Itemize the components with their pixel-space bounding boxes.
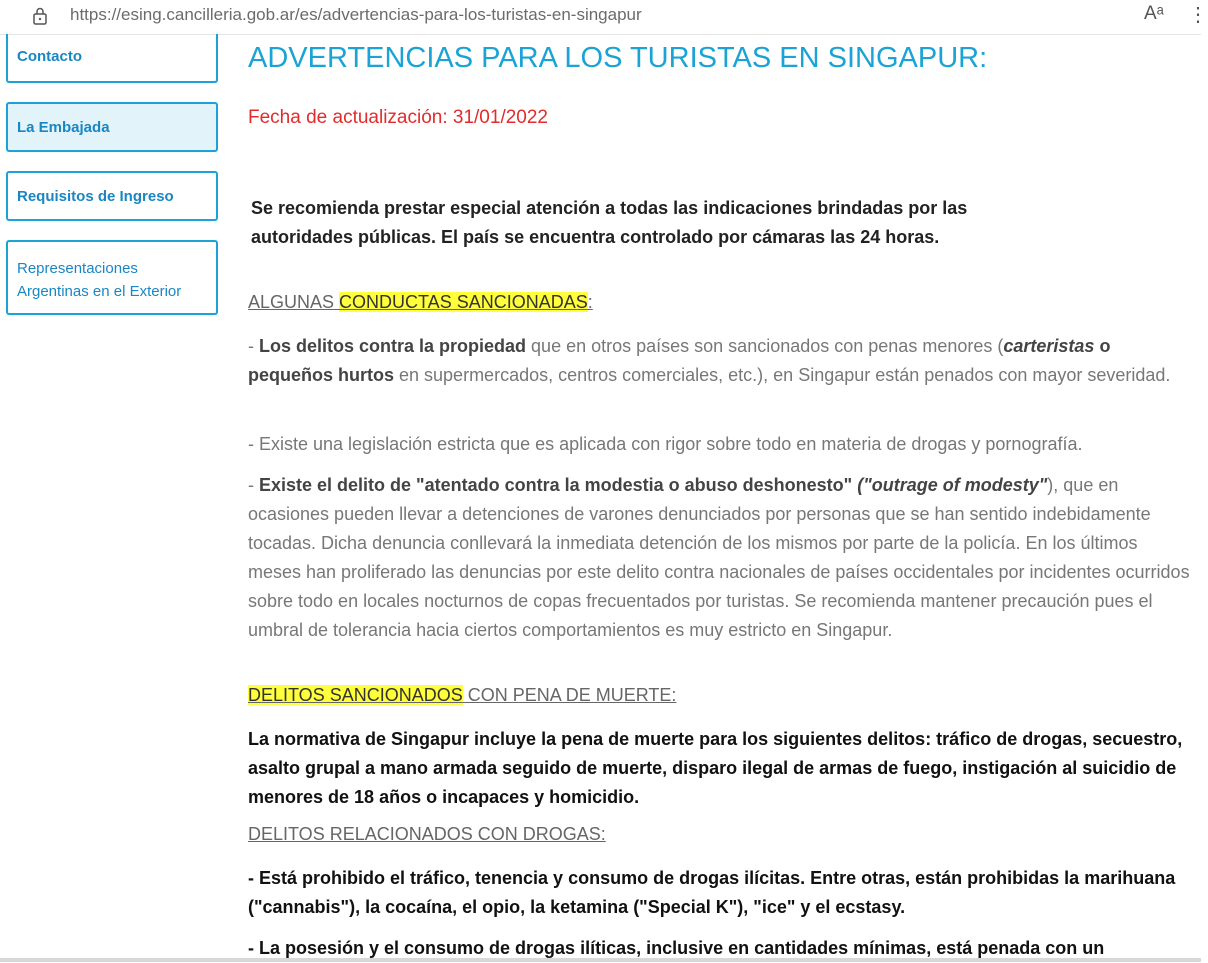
- text: en supermercados, centros comerciales, etc.), en Singapur están penados con mayor severidad.: [394, 365, 1171, 385]
- sidebar-item-label: Contacto: [17, 48, 82, 65]
- bold-text: Existe el delito de "atentado contra la modestia o abuso deshonesto": [259, 475, 853, 495]
- text: ), que en ocasiones pueden llevar a detenciones de varones denunciados por personas que se han sentido indebidamente tocadas. Dicha denuncia conllevará la inmediata detención de los mismos por parte de la policía. En los últimos meses han proliferado las denuncias por este delito contra nacionales de países occidentales por incidentes ocurridos sobre todo en locales nocturnos de copas frecuentados por turistas. Se recomienda mantener precaución pues el umbral de tolerancia hacia ciertos comportamientos es muy estricto en Singapur.: [248, 475, 1190, 640]
- heading-prefix: ALGUNAS: [248, 292, 340, 312]
- italic-text: ("outrage of modesty": [852, 475, 1048, 495]
- lock-icon[interactable]: [30, 6, 50, 26]
- update-date: Fecha de actualización: 31/01/2022: [248, 107, 548, 128]
- paragraph-drogas-posesion: - La posesión y el consumo de drogas ilíticas, inclusive en cantidades mínimas, está penada con un: [248, 938, 1105, 958]
- page-title: ADVERTENCIAS PARA LOS TURISTAS EN SINGAPUR:: [248, 42, 988, 74]
- bold-text: o pequeños hurtos: [248, 336, 1111, 385]
- heading-suffix: CON PENA DE MUERTE:: [462, 685, 677, 705]
- sidebar-item-requisitos-de-ingreso[interactable]: [6, 171, 218, 221]
- paragraph-pena-de-muerte: La normativa de Singapur incluye la pena de muerte para los siguientes delitos: tráfico de drogas, secuestro, asalto grupal a mano armada seguido de muerte, disparo ilegal de armas de fuego, instigación al suicidio de menores de 18 años o incapaces y homicidio.: [248, 729, 1183, 807]
- paragraph-propiedad: [248, 332, 1193, 390]
- paragraph-modestia: [248, 471, 1193, 645]
- heading-highlight: DELITOS SANCIONADOS: [248, 685, 463, 705]
- browser-address-bar[interactable]: [0, 0, 1208, 35]
- heading-suffix: :: [587, 292, 593, 312]
- section-heading-drogas: DELITOS RELACIONADOS CON DROGAS:: [248, 824, 606, 844]
- text: que en otros países son sancionados con penas menores (: [526, 336, 1004, 356]
- paragraph-legislacion: - Existe una legislación estricta que es aplicada con rigor sobre todo en materia de drogas y pornografía.: [248, 434, 1083, 454]
- page-bottom-edge: [0, 958, 1201, 962]
- url-text[interactable]: https://esing.cancilleria.gob.ar/es/advertencias-para-los-turistas-en-singapur: [70, 5, 642, 24]
- bold-text: Los delitos contra la propiedad: [259, 336, 527, 356]
- section-heading-pena-de-muerte: [248, 685, 676, 706]
- sidebar-item-la-embajada[interactable]: [6, 102, 218, 152]
- read-aloud-icon[interactable]: Aᵃ: [1144, 3, 1164, 24]
- sidebar-item-contacto[interactable]: [6, 34, 218, 83]
- browser-menu-icon[interactable]: ⋮: [1188, 4, 1208, 26]
- sidebar-item-label: La Embajada: [17, 119, 110, 136]
- text-dash: -: [248, 336, 259, 356]
- section-heading-conductas: [248, 292, 593, 313]
- paragraph-drogas-prohibidas: - Está prohibido el tráfico, tenencia y consumo de drogas ilícitas. Entre otras, están prohibidas la marihuana ("cannabis"), la cocaína, el opio, la ketamina ("Special K"), "ice" y el ecstasy.: [248, 868, 1176, 917]
- heading-highlight: CONDUCTAS SANCIONADAS: [339, 292, 588, 312]
- intro-paragraph: Se recomienda prestar especial atención a todas las indicaciones brindadas por las autoridades públicas. El país se encuentra controlado por cámaras las 24 horas.: [251, 198, 968, 247]
- italic-text: carteristas: [1003, 336, 1095, 356]
- sidebar-item-representaciones[interactable]: [6, 240, 218, 315]
- sidebar-item-label: Representaciones Argentinas en el Exterior: [17, 260, 182, 300]
- text-dash: -: [248, 475, 259, 495]
- sidebar-item-label: Requisitos de Ingreso: [17, 188, 174, 205]
- sidebar: [0, 34, 230, 962]
